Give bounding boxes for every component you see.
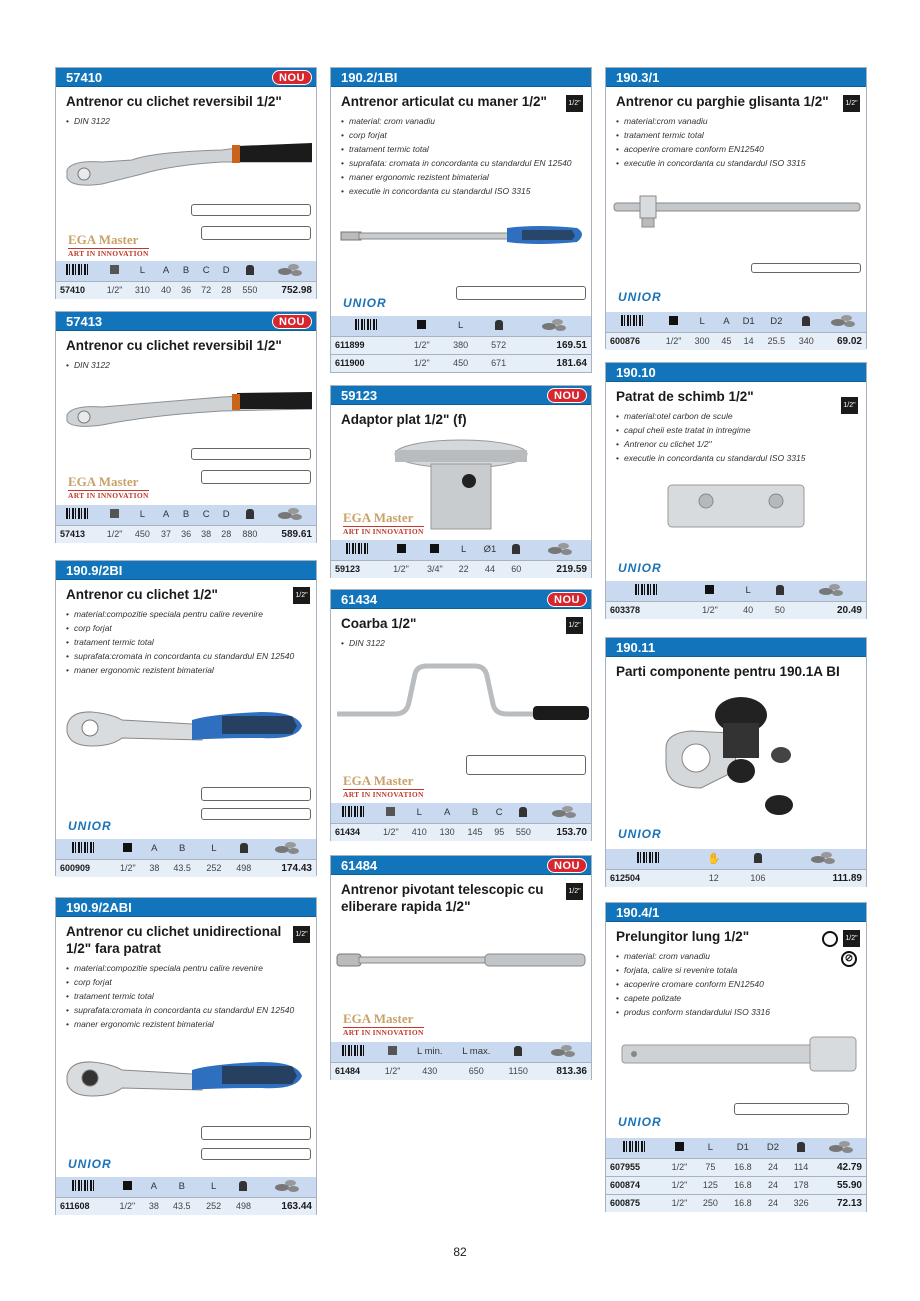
table-row: 57410 1/2" 310 40 36 72 28 550 752.98 (56, 281, 316, 299)
spec-item: • suprafata:cromata in concordanta cu standardul EN 12540 (66, 649, 306, 663)
product-table: L A B C D 57410 1/2" 310 40 36 72 28 550 752.98 (56, 261, 316, 299)
square-drive-icon (675, 1142, 684, 1151)
spec-item: • produs conform standardului ISO 3316 (616, 1005, 856, 1019)
spec-list (56, 603, 316, 677)
weight-icon (776, 585, 784, 595)
drive-size-tag: 1/2" (843, 95, 860, 112)
weight-icon (512, 544, 520, 554)
product-card-190-2-1bi (330, 67, 592, 373)
product-code: 190.3/1 (616, 70, 660, 85)
product-code-header (606, 68, 866, 87)
barcode-icon (635, 584, 659, 595)
spec-item: • executie in concordanta cu standardul ISO 3315 (341, 184, 581, 198)
page-number: 82 (453, 1245, 467, 1259)
spec-item: • material:otel carbon de scule (616, 409, 856, 423)
spec-list (606, 945, 866, 1019)
drive-size-tag: 1/2" (841, 397, 858, 414)
spec-item: • capul cheii este tratat in intregime (616, 423, 856, 437)
square-drive-icon (669, 316, 678, 325)
product-code: 57410 (66, 70, 103, 85)
spec-item: • Antrenor cu clichet 1/2" (616, 437, 856, 451)
weight-icon (754, 853, 762, 863)
table-row: 600875 1/2" 250 16.8 24 326 72.13 (606, 1194, 866, 1212)
spec-list (606, 405, 866, 465)
extension-bar-image (620, 1033, 860, 1077)
square-drive-icon (123, 843, 132, 852)
spec-item: • maner ergonomic rezistent bimaterial (341, 170, 581, 184)
spec-list (56, 957, 316, 1031)
ega-master-logo: EGA Master ART IN INNOVATION (343, 773, 424, 799)
ega-master-logo: EGA Master ART IN INNOVATION (68, 474, 149, 500)
barcode-icon (355, 319, 379, 330)
product-code-header (331, 856, 591, 875)
table-row: 61484 1/2" 430 650 1150 813.36 (331, 1062, 591, 1080)
unior-logo: UNIOR (618, 561, 662, 575)
product-table: L min. L max. 61484 1/2" 430 650 1150 813.36 (331, 1042, 591, 1080)
unior-logo: UNIOR (618, 290, 662, 304)
product-card-190-9-2abi (55, 897, 317, 1215)
ega-master-logo: EGA Master ART IN INNOVATION (343, 510, 424, 536)
barcode-icon (72, 842, 96, 853)
dimension-drawing (201, 470, 311, 484)
price-icon (831, 315, 855, 326)
square-drive-icon (430, 544, 439, 553)
drive-size-tag: 1/2" (293, 587, 310, 604)
spec-list (331, 110, 591, 198)
product-code: 190.4/1 (616, 905, 660, 920)
table-row: 607955 1/2" 75 16.8 24 114 42.79 (606, 1158, 866, 1176)
dimension-drawing (191, 448, 311, 460)
square-drive-icon (397, 544, 406, 553)
table-row: 600909 1/2" 38 43.5 252 498 174.43 (56, 859, 316, 877)
price-icon (278, 508, 302, 519)
price-icon (275, 842, 299, 853)
weight-icon (519, 807, 527, 817)
product-card-190-3-1 (605, 67, 867, 349)
telescopic-ratchet-image (335, 948, 590, 972)
product-code-header (56, 898, 316, 917)
spec-item: • tratament termic total (66, 989, 306, 1003)
drive-size-tag: 1/2" (566, 883, 583, 900)
product-code-header (606, 363, 866, 382)
product-title: Adaptor plat 1/2" (f) (341, 412, 467, 427)
new-badge: NOU (272, 314, 312, 329)
price-icon (552, 806, 576, 817)
product-code-header (56, 561, 316, 580)
drive-size-tag: 1/2" (566, 617, 583, 634)
product-table: L 603378 1/2" 40 50 20.49 (606, 581, 866, 619)
product-code: 61484 (341, 858, 378, 873)
barcode-icon (623, 1141, 647, 1152)
drive-icon (110, 265, 119, 274)
price-icon (542, 319, 566, 330)
product-title: Antrenor articulat cu maner 1/2" (341, 94, 547, 109)
price-icon (551, 1045, 575, 1056)
product-card-61484 (330, 855, 592, 1080)
product-code: 190.9/2BI (66, 563, 123, 578)
ratchet-image (62, 140, 312, 195)
spec-item: • DIN 3122 (66, 358, 306, 372)
product-table (606, 849, 866, 887)
product-table: L A B C 61434 1/2" 410 130 145 95 550 153.70 (331, 803, 591, 841)
product-code-header (56, 312, 316, 331)
product-code: 61434 (341, 592, 378, 607)
new-badge: NOU (547, 592, 587, 607)
drive-size-tag: 1/2" (566, 95, 583, 112)
spec-list (56, 354, 316, 372)
unior-logo: UNIOR (618, 827, 662, 841)
product-card-57413 (55, 311, 317, 543)
product-card-190-4-1 (605, 902, 867, 1212)
spec-item: • material: crom vanadiu (341, 114, 581, 128)
product-table: L 611899 1/2" 380 572 169.51 611900 1/2" 450 671 181.64 (331, 316, 591, 372)
speed-brace-image (335, 662, 590, 732)
dimension-drawing (466, 755, 586, 775)
unior-logo: UNIOR (68, 819, 112, 833)
dimension-drawing (751, 263, 861, 273)
product-code: 59123 (341, 388, 378, 403)
ega-master-logo: EGA Master ART IN INNOVATION (68, 232, 149, 258)
barcode-icon (66, 508, 90, 519)
product-title: Antrenor cu clichet unidirectional 1/2" fara patrat (66, 924, 282, 956)
product-code: 190.11 (616, 640, 656, 655)
square-drive-image (666, 481, 806, 531)
spec-item: • corp forjat (341, 128, 581, 142)
new-badge: NOU (547, 388, 587, 403)
weight-icon (797, 1142, 805, 1152)
barcode-icon (342, 806, 366, 817)
dimension-drawing (201, 1126, 311, 1140)
hand-icon: ✋ (706, 853, 721, 866)
product-card-190-9-2bi (55, 560, 317, 876)
square-drive-icon (123, 1181, 132, 1190)
drive-icon (110, 509, 119, 518)
ratchet-image (62, 387, 312, 432)
spec-item: • corp forjat (66, 621, 306, 635)
spec-item: • material:compozitie speciala pentru calire revenire (66, 961, 306, 975)
product-title: Antrenor cu parghie glisanta 1/2" (616, 94, 829, 109)
weight-icon (514, 1046, 522, 1056)
spec-item: • maner ergonomic rezistent bimaterial (66, 663, 306, 677)
spec-item: • corp forjat (66, 975, 306, 989)
spec-item: • tratament termic total (341, 142, 581, 156)
table-row: 600876 1/2" 300 45 14 25.5 340 69.02 (606, 332, 866, 350)
product-code: 190.2/1BI (341, 70, 398, 85)
price-icon (275, 1180, 299, 1191)
product-title: Antrenor cu clichet 1/2" (66, 587, 218, 602)
dimension-drawing (456, 286, 586, 300)
weight-icon (239, 1181, 247, 1191)
unior-logo: UNIOR (68, 1157, 112, 1171)
barcode-icon (72, 1180, 96, 1191)
dimension-drawing (734, 1103, 849, 1115)
spec-item: • acoperire cromare conform EN12540 (616, 142, 856, 156)
table-row: 61434 1/2" 410 130 145 95 550 153.70 (331, 823, 591, 841)
table-row: 612504 12 106 111.89 (606, 869, 866, 887)
spec-item: • material:compozitie speciala pentru calire revenire (66, 607, 306, 621)
spec-item: • executie in concordanta cu standardul ISO 3315 (616, 451, 856, 465)
product-title: Parti componente pentru 190.1A BI (616, 664, 840, 679)
product-code-header (606, 903, 866, 922)
product-code-header (606, 638, 866, 657)
weight-icon (240, 843, 248, 853)
product-card-190-11 (605, 637, 867, 887)
drive-size-tag: 1/2" (293, 926, 310, 943)
spec-item: • acoperire cromare conform EN12540 (616, 977, 856, 991)
spec-list (606, 110, 866, 170)
spec-item: • forjata, calire si revenire totala (616, 963, 856, 977)
barcode-icon (637, 852, 661, 863)
product-title: Antrenor cu clichet reversibil 1/2" (66, 338, 282, 353)
product-title: Antrenor cu clichet reversibil 1/2" (66, 94, 282, 109)
ratchet-image (62, 1056, 312, 1101)
product-code-header (331, 386, 591, 405)
product-table: L Ø1 59123 1/2" 3/4" 22 44 60 219.59 (331, 540, 591, 578)
product-table: L D1 D2 607955 1/2" 75 16.8 24 114 42.79 600874 1/2" 125 16.8 24 178 55.90 600875 1/2" 250 16.8 24 326 72.13 (606, 1138, 866, 1212)
spec-item: • suprafata:cromata in concordanta cu standardul EN 12540 (66, 1003, 306, 1017)
product-title: Coarba 1/2" (341, 616, 417, 631)
sliding-t-bar-image (612, 194, 862, 230)
spec-item: • tratament termic total (616, 128, 856, 142)
spec-item: • executie in concordanta cu standardul ISO 3315 (616, 156, 856, 170)
table-row: 611900 1/2" 450 671 181.64 (331, 354, 591, 372)
ega-master-logo: EGA Master ART IN INNOVATION (343, 1011, 424, 1037)
dimension-drawing (201, 226, 311, 240)
spec-item: • maner ergonomic rezistent bimaterial (66, 1017, 306, 1031)
weight-icon (495, 320, 503, 330)
price-icon (811, 852, 835, 863)
spec-item: • DIN 3122 (341, 636, 581, 650)
product-card-61434 (330, 589, 592, 841)
product-title: Prelungitor lung 1/2" (616, 929, 750, 944)
table-row: 603378 1/2" 40 50 20.49 (606, 601, 866, 619)
barcode-icon (342, 1045, 366, 1056)
unior-logo: UNIOR (618, 1115, 662, 1129)
product-title: Patrat de schimb 1/2" (616, 389, 754, 404)
drive-circle-icon (822, 931, 838, 947)
new-badge: NOU (272, 70, 312, 85)
table-row: 57413 1/2" 450 37 36 38 28 880 589.61 (56, 525, 316, 543)
new-badge: NOU (547, 858, 587, 873)
weight-icon (802, 316, 810, 326)
spec-item: • material:crom vanadiu (616, 114, 856, 128)
product-card-57410 (55, 67, 317, 299)
table-row: 600874 1/2" 125 16.8 24 178 55.90 (606, 1176, 866, 1194)
components-image (661, 693, 811, 823)
no-impact-icon: ⊘ (841, 951, 857, 967)
product-code-header (331, 590, 591, 609)
spec-list (331, 632, 591, 650)
price-icon (548, 543, 572, 554)
product-code-header (331, 68, 591, 87)
spec-item: • tratament termic total (66, 635, 306, 649)
product-code: 190.10 (616, 365, 656, 380)
price-icon (278, 264, 302, 275)
product-code: 57413 (66, 314, 103, 329)
spec-item: • material: crom vanadiu (616, 949, 856, 963)
product-code-header (56, 68, 316, 87)
barcode-icon (621, 315, 645, 326)
drive-icon (386, 807, 395, 816)
barcode-icon (66, 264, 90, 275)
dimension-drawing (201, 787, 311, 801)
square-drive-icon (417, 320, 426, 329)
breaker-bar-image (337, 220, 587, 250)
weight-icon (246, 265, 254, 275)
product-card-190-10 (605, 362, 867, 619)
barcode-icon (346, 543, 370, 554)
table-row: 611608 1/2" 38 43.5 252 498 163.44 (56, 1197, 316, 1215)
spec-item: • capete polizate (616, 991, 856, 1005)
product-card-59123 (330, 385, 592, 578)
product-table: L A B C D 57413 1/2" 450 37 36 38 28 880 589.61 (56, 505, 316, 543)
price-icon (819, 584, 843, 595)
drive-icon (388, 1046, 397, 1055)
spec-item: • suprafata: cromata in concordanta cu standardul EN 12540 (341, 156, 581, 170)
unior-logo: UNIOR (343, 296, 387, 310)
product-code: 190.9/2ABI (66, 900, 132, 915)
square-drive-icon (705, 585, 714, 594)
product-title: Antrenor pivotant telescopic cu eliberare rapida 1/2" (341, 882, 544, 914)
dimension-drawing (201, 808, 311, 820)
dimension-drawing (191, 204, 311, 216)
table-row: 611899 1/2" 380 572 169.51 (331, 336, 591, 354)
drive-size-tag: 1/2" (843, 930, 860, 947)
product-table: A B L 600909 1/2" 38 43.5 252 498 174.43 (56, 839, 316, 877)
product-table: L A D1 D2 600876 1/2" 300 45 14 25.5 340 69.02 (606, 312, 866, 350)
dimension-drawing (201, 1148, 311, 1160)
spec-list (56, 110, 316, 128)
spec-item: • DIN 3122 (66, 114, 306, 128)
price-icon (829, 1141, 853, 1152)
ratchet-image (62, 706, 312, 751)
product-table: A B L 611608 1/2" 38 43.5 252 498 163.44 (56, 1177, 316, 1215)
weight-icon (246, 509, 254, 519)
table-row: 59123 1/2" 3/4" 22 44 60 219.59 (331, 560, 591, 578)
